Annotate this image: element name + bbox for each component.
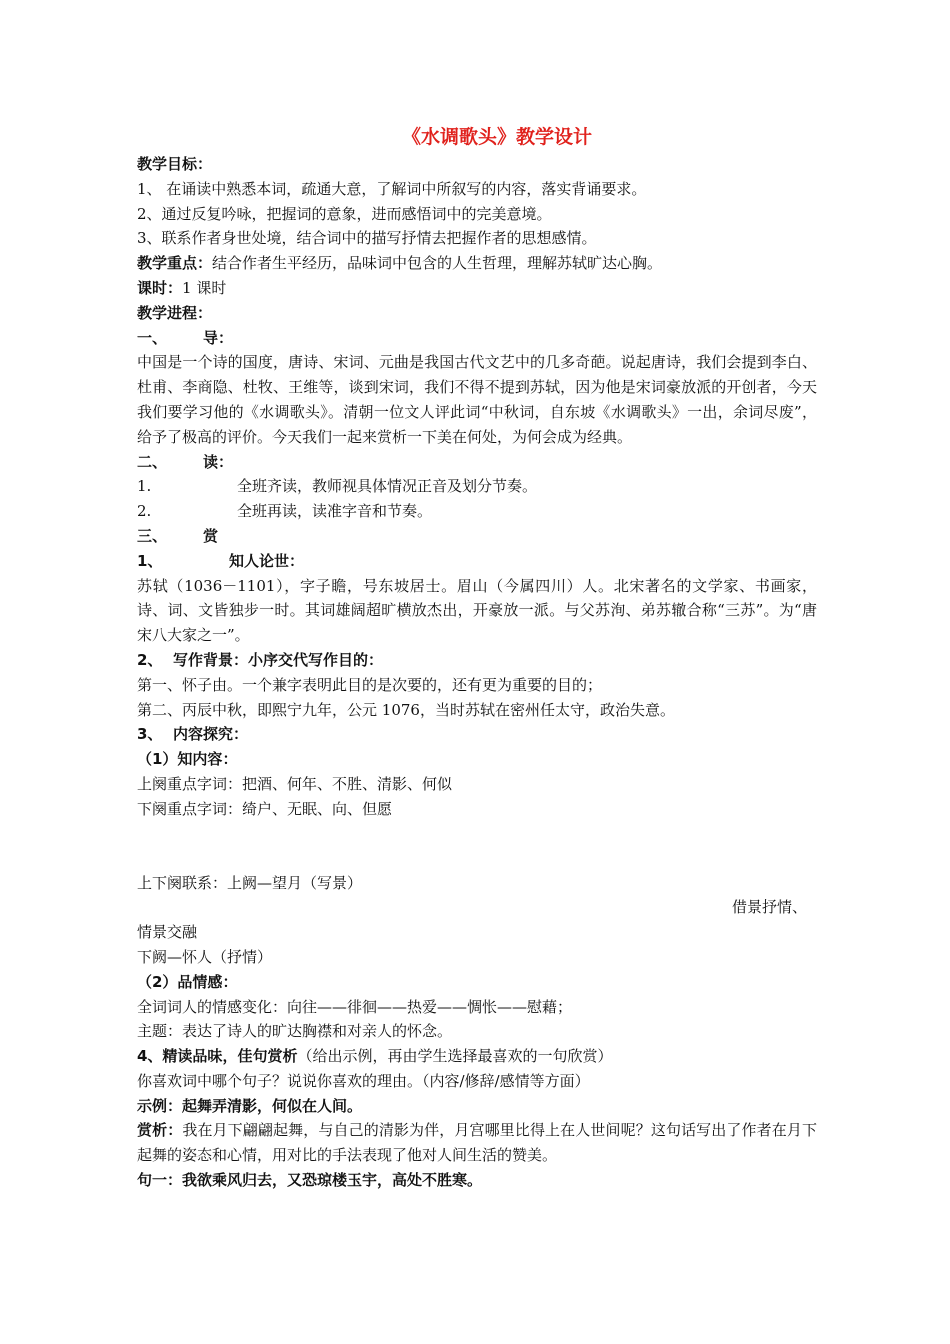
subsection-number: 2、 <box>137 650 163 669</box>
item-number: 1. <box>137 477 152 496</box>
subsection-1-heading <box>137 549 817 574</box>
background-line-1: 第一、怀子由。一个兼字表明此目的是次要的，还有更为重要的目的； <box>137 675 603 694</box>
link-line-4: 下阙—怀人（抒情） <box>137 947 273 966</box>
subsection-number: 3、 <box>137 725 163 744</box>
blank-space <box>137 822 817 871</box>
subsection-label: 写作背景：小序交代写作目的： <box>173 650 384 669</box>
section-read-heading <box>137 450 817 475</box>
item-number: 2. <box>137 502 152 521</box>
section-label: 赏 <box>203 526 219 545</box>
section-label: 读： <box>203 452 234 471</box>
item-text: 全班再读，读准字音和节奏。 <box>237 502 433 521</box>
section-intro-heading <box>137 326 817 351</box>
subsection-3-heading <box>137 722 817 747</box>
hours-text: 1 课时 <box>182 278 227 297</box>
intro-paragraph: 中国是一个诗的国度，唐诗、宋词、元曲是我国古代文艺中的几多奇葩。说起唐诗，我们会提到李白、杜甫、李商隐、杜牧、王维等，谈到宋词，我们不得不提到苏轼，因为他是宋词豪放派的开创者，今天我们要学习他的《水调歌头》。清朝一位文人评此词“中秋词，自东坡《水调歌头》一出，余词尽废”，给予了极高的评价。今天我们一起来赏析一下美在何处，为何会成为经典。 <box>137 353 817 446</box>
theme-line: 主题：表达了诗人的旷达胸襟和对亲人的怀念。 <box>137 1022 453 1041</box>
question-line: 你喜欢词中哪个句子？说说你喜欢的理由。（内容/修辞/感情等方面） <box>137 1071 590 1090</box>
goal-item-2: 2、通过反复吟咏，把握词的意象，进而感悟词中的完美意境。 <box>137 204 552 223</box>
hours-label: 课时： <box>137 278 183 297</box>
upper-keywords: 上阕重点字词：把酒、何年、不胜、清影、何似 <box>137 774 453 793</box>
document-title: 《水调歌头》教学设计 <box>401 126 592 148</box>
section-label: 导： <box>203 328 234 347</box>
subsection-4-heading <box>137 1044 817 1069</box>
link-line-3: 情景交融 <box>137 923 198 942</box>
process-heading: 教学进程： <box>137 303 213 322</box>
subsection-label: 4、精读品味，佳句赏析 <box>137 1047 298 1066</box>
hours-line <box>137 276 817 301</box>
section-number: 二、 <box>137 452 168 471</box>
subsection-label: 知人论世： <box>229 551 305 570</box>
section-appreciate-heading <box>137 524 817 549</box>
focus-line <box>137 251 817 276</box>
example-line: 示例：起舞弄清影，何似在人间。 <box>137 1096 363 1115</box>
section-number: 三、 <box>137 526 168 545</box>
goal-item-1: 1、 在诵读中熟悉本词，疏通大意，了解词中所叙写的内容，落实背诵要求。 <box>137 179 647 198</box>
bio-paragraph: 苏轼（1036－1101），字子瞻，号东坡居士。眉山（今属四川）人。北宋著名的文学家、书画家，诗、词、文皆独步一时。其词雄阔超旷横放杰出，开豪放一派。与父苏洵、弟苏辙合称“三苏”。为“唐宋八大家之一”。 <box>137 576 817 645</box>
section-number: 一、 <box>137 328 168 347</box>
subsection-label: 内容探究： <box>173 725 249 744</box>
read-item-1 <box>137 474 817 499</box>
document-page <box>137 122 817 1193</box>
know-content-heading: （1）知内容： <box>137 750 238 769</box>
analysis-text: 我在月下翩翩起舞，与自己的清影为伴，月宫哪里比得上在人世间呢？这句话写出了作者在月下起舞的姿态和心情，用对比的手法表现了他对人间生活的赞美。 <box>137 1121 817 1165</box>
feel-heading: （2）品情感： <box>137 972 238 991</box>
link-line-2: 借景抒情、 <box>731 898 807 917</box>
item-text: 全班齐读，教师视具体情况正音及划分节奏。 <box>237 477 538 496</box>
subsection-note: （给出示例，再由学生选择最喜欢的一句欣赏） <box>297 1047 613 1066</box>
focus-text: 结合作者生平经历，品味词中包含的人生哲理，理解苏轼旷达心胸。 <box>212 254 663 273</box>
goals-heading: 教学目标： <box>137 155 213 173</box>
goal-item-3: 3、联系作者身世处境，结合词中的描写抒情去把握作者的思想感情。 <box>137 229 597 248</box>
subsection-number: 1、 <box>137 551 163 570</box>
read-item-2 <box>137 499 817 524</box>
analysis-paragraph <box>137 1118 817 1168</box>
emotion-change: 全词词人的情感变化：向往——徘徊——热爱——惆怅——慰藉； <box>137 997 573 1016</box>
subsection-2-heading <box>137 648 817 673</box>
link-line-1: 上下阕联系：上阙—望月（写景） <box>137 873 363 892</box>
analysis-label: 赏析： <box>137 1121 183 1140</box>
background-line-2: 第二、丙辰中秋，即熙宁九年，公元 1076，当时苏轼在密州任太守，政治失意。 <box>137 700 675 719</box>
lower-keywords: 下阕重点字词：绮户、无眠、向、但愿 <box>137 799 393 818</box>
focus-label: 教学重点： <box>137 254 213 273</box>
verse-line-1: 句一：我欲乘风归去，又恐琼楼玉宇，高处不胜寒。 <box>137 1171 483 1190</box>
